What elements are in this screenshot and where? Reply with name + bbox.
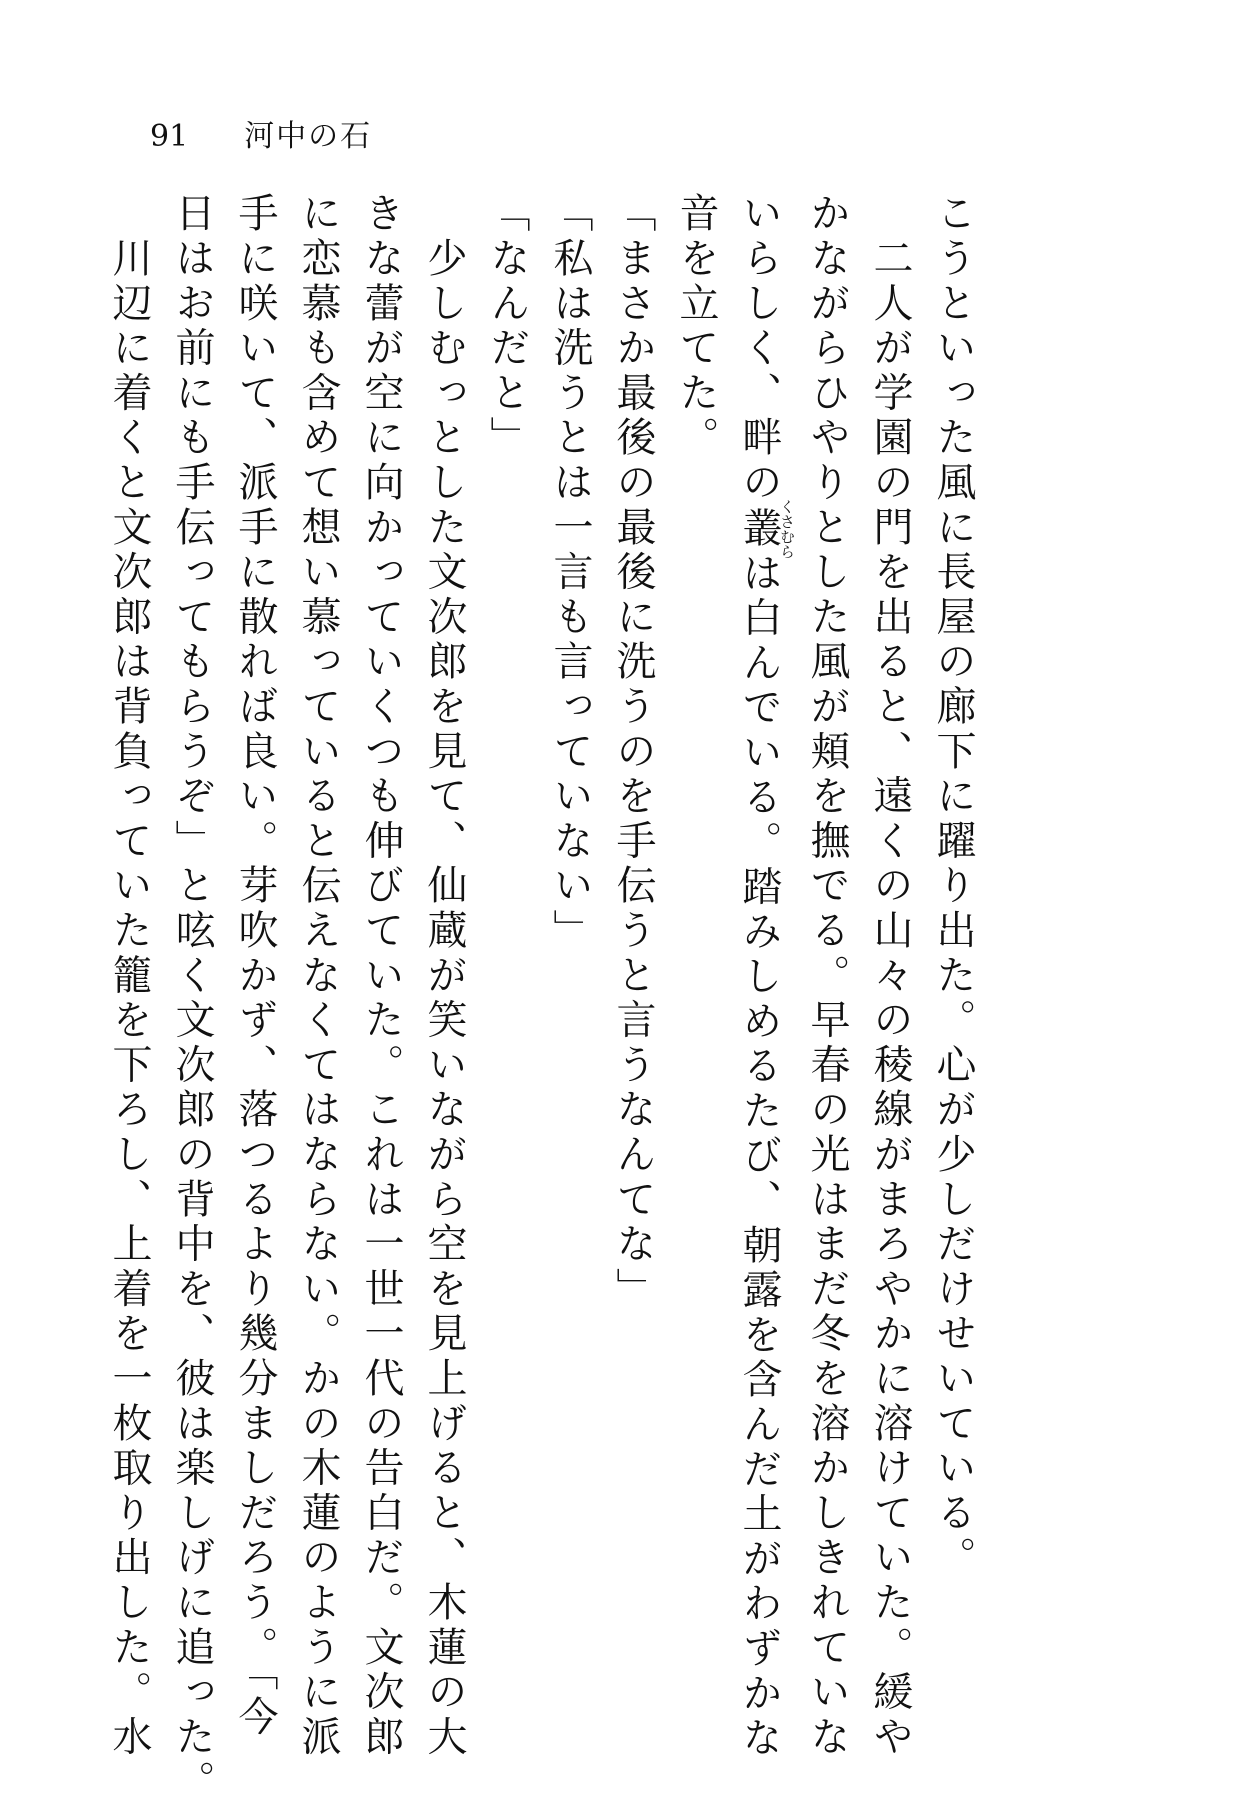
ruby-base: 叢 [736, 498, 782, 559]
text-segment: は白んでいる。踏みしめるたび、朝露を含んだ土がわずかな [736, 551, 782, 1762]
text-line: 二人が学園の門を出ると、遠くの山々の稜線がまろやかに溶けていた。緩や [867, 192, 913, 1760]
ruby-reading: くさむら [778, 498, 796, 559]
chapter-title: 河中の石 [244, 119, 373, 154]
text-line: 川辺に着くと文次郎は背負っていた籠を下ろし、上着を一枚取り出した。水 [106, 192, 152, 1760]
text-line: 少しむっとした文次郎を見て、仙蔵が笑いながら空を見上げると、木蓮の大 [421, 192, 467, 1760]
text-line: 「なんだと」 [484, 192, 530, 461]
vertical-text-block [106, 192, 984, 1805]
text-line: 音を立てた。 [673, 192, 719, 461]
text-line: 「まさか最後の最後に洗うのを手伝うと言うなんてな」 [610, 192, 656, 1312]
text-line: 日はお前にも手伝ってもらうぞ」と呟く文次郎の背中を、彼は楽しげに追った。 [169, 192, 215, 1805]
text-line: かながらひやりとした風が頬を撫でる。早春の光はまだ冬を溶かしきれていな [804, 192, 850, 1760]
ruby-annotation [736, 498, 796, 559]
running-head [150, 112, 372, 162]
text-line: に恋慕も含めて想い慕っていると伝えなくてはならない。かの木蓮のように派 [295, 192, 341, 1760]
text-line: 手に咲いて、派手に散れば良い。芽吹かず、落つるより幾分ましだろう。「今 [232, 192, 278, 1740]
text-line-with-ruby [727, 192, 796, 1762]
text-segment: いらしく、畔の [736, 192, 782, 506]
text-line: 「私は洗うとは一言も言っていない」 [547, 192, 593, 954]
text-line: こうといった風に長屋の廊下に躍り出た。心が少しだけせいている。 [930, 192, 976, 1581]
page-number: 91 [150, 119, 189, 154]
text-line: きな蕾が空に向かっていくつも伸びていた。これは一世一代の告白だ。文次郎 [358, 192, 404, 1760]
